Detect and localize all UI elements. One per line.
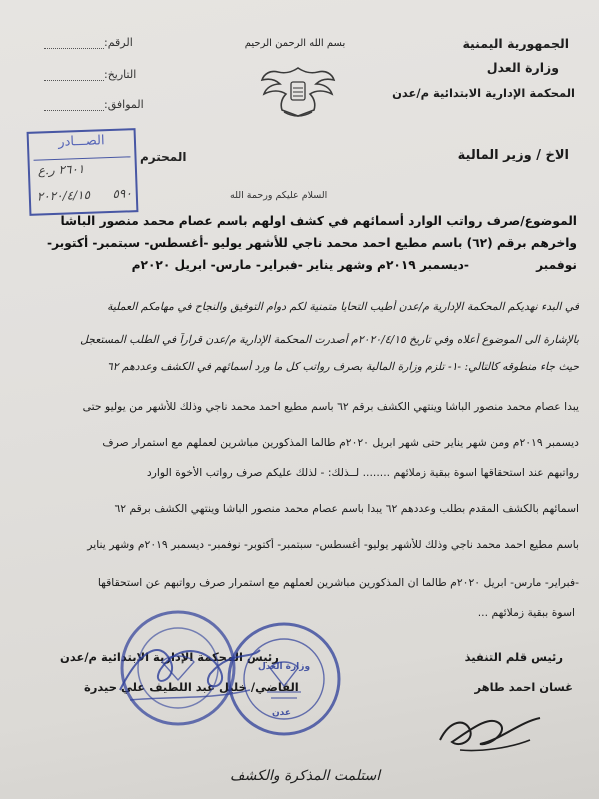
stamp-number: ٢٦٠١ ر.ع: [37, 161, 85, 178]
body-line: في البدء نهديكم المحكمة الإدارية م/عدن أطيب التحايا متمنية لكم دوام التوفيق والنجاح في مهامكم العملية: [107, 300, 579, 313]
body-line: -فبراير- مارس- ابريل ٢٠٢٠م طالما ان المذكورين مباشرين لعملهم مع استمرار صرف رواتبهم عن استحقاقها: [97, 576, 579, 589]
outgoing-stamp: [27, 128, 139, 216]
stamp-title: الصـــادر: [58, 133, 105, 150]
addressee: الاخ / وزير المالية: [457, 148, 569, 163]
subject-line-1: الموضوع/صرف رواتب الوارد أسمائهم في كشف اولهم باسم عصام محمد منصور الباشا: [60, 214, 577, 228]
body-line: رواتبهم عند استحقاقها اسوة ببقية زملائهم ........ لــذلك: - لذلك عليكم صرف رواتب الأخوة الوارد: [146, 466, 579, 479]
stamp-extra: ٥٩٠: [112, 186, 133, 201]
header-ministry: وزارة العدل: [486, 60, 559, 75]
attachments-field: [40, 98, 144, 111]
subject-line-3: -ديسمبر ٢٠١٩م وشهر يناير -فبراير- مارس- ابريل ٢٠٢٠م: [131, 258, 469, 272]
round-stamp-center: وزارة العدل: [258, 662, 311, 672]
round-stamp-bottom: عدن: [272, 708, 292, 718]
body-line: حيث جاء منطوقه كالتالي: -١- تلزم وزارة المالية بصرف رواتب كل ما ورد أسمائهم في الكشف وعددهم ٦٢: [106, 360, 579, 373]
enforcement-name: غسان احمد طاهر: [474, 680, 573, 694]
greeting: السلام عليكم ورحمة الله: [230, 190, 328, 201]
date-field: [40, 68, 136, 81]
round-court-stamp-right: [225, 620, 343, 738]
subject-line-2: واخرهم برقم (٦٢) باسم مطيع احمد محمد ناجي للأشهر يوليو -أغسطس- سبتمبر- أكتوبر-نوفمبر: [47, 236, 577, 272]
header-country: الجمهورية اليمنية: [462, 36, 569, 51]
enforcement-title: رئيس قلم التنفيذ: [464, 650, 563, 664]
stamp-date: ٢٠٢٠/٤/١٥: [36, 187, 91, 204]
footer-note: استلمت المذكرة والكشف: [230, 768, 381, 784]
honorific: المحترم: [140, 150, 187, 164]
body-line: اسمائهم بالكشف المقدم بطلب وعددهم ٦٢ يبدا باسم عصام محمد منصور الباشا وينتهي الكشف برقم ٦٢: [114, 502, 579, 515]
body-line: ديسمبر ٢٠١٩م ومن شهر يناير حتى شهر ابريل ٢٠٢٠م طالما المذكورين مباشرين لعملهم مع استمرار صرف: [102, 436, 579, 449]
handwritten-signature-right: [430, 700, 550, 760]
body-line: باسم مطيع احمد محمد ناجي وذلك للأشهر يوليو- أغسطس- سبتمبر- أكتوبر- نوفمبر- ديسمبر ٢٠١٩م وشهر يناير: [87, 538, 579, 551]
body-line: اسوة ببقية زملائهم ...: [477, 606, 575, 619]
date-label: التاريخ:: [104, 68, 137, 81]
number-field: [40, 36, 133, 49]
court-president-name: القاضي/ خليل عبد اللطيف علي حيدرة: [84, 680, 299, 694]
round-court-stamp-left: [118, 608, 238, 728]
header-court: المحكمة الإدارية الابتدائية م/عدن: [392, 86, 575, 100]
court-president-title: رئيس المحكمة الإدارية الابتدائية م/عدن: [60, 650, 279, 664]
number-label: الرقم:: [104, 36, 133, 49]
body-line: بالإشارة الى الموضوع أعلاه وفي تاريخ ٢٠٢٠/٤/١٥م أصدرت المحكمة الإدارية م/عدن قراراً في الطلب المستعجل: [80, 333, 579, 346]
body-line: يبدا عصام محمد منصور الباشا وينتهي الكشف برقم ٦٢ باسم مطيع احمد محمد ناجي وذلك للأشهر من يوليو حتى: [82, 400, 579, 413]
attachments-label: الموافق:: [104, 98, 144, 111]
yemen-eagle-emblem-icon: [258, 62, 338, 120]
basmala: بسم الله الرحمن الرحيم: [244, 38, 346, 49]
